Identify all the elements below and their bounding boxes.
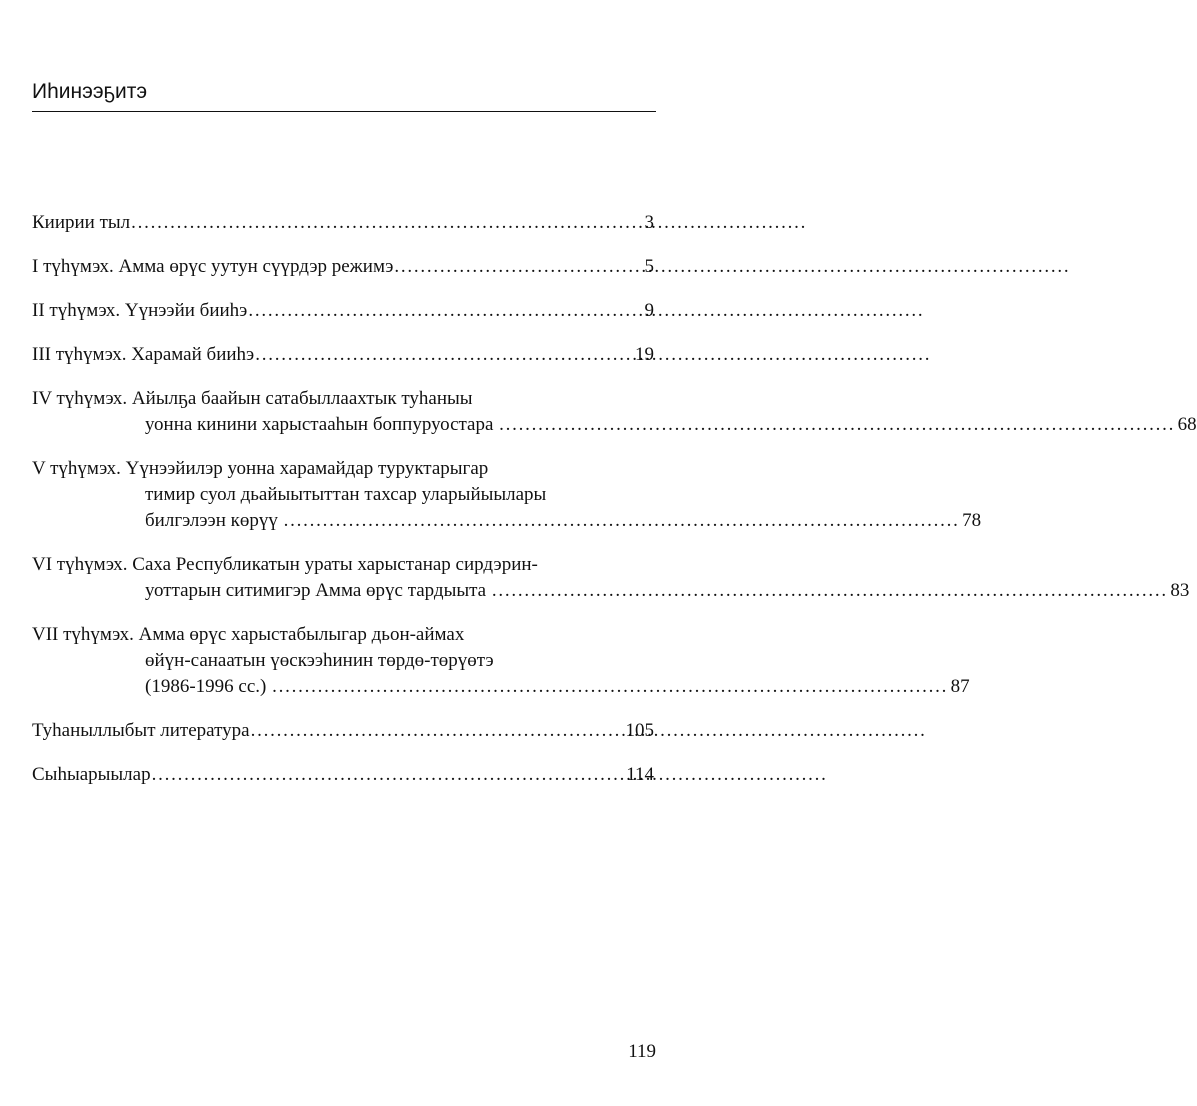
- toc-entry-appendices[interactable]: [32, 762, 654, 788]
- toc-page-number: 9: [644, 300, 654, 321]
- toc-entry-title: Сыhыарыылар: [32, 764, 151, 785]
- toc-entry-chapter-7[interactable]: [32, 622, 970, 700]
- page-header: [32, 80, 656, 112]
- toc-entry-literature[interactable]: [32, 718, 654, 744]
- toc-entry-chapter-1[interactable]: [32, 254, 654, 280]
- toc-entry-title-line: V түhүмэх. Үүнээйилэр уонна харамайдар туруктарыгар: [32, 458, 489, 479]
- toc-entry-title-line: тимир суол дьайыытыттан тахсар уларыйыылары: [145, 484, 547, 505]
- toc-page-number: 78: [962, 510, 982, 531]
- dot-leader: [393, 254, 644, 280]
- toc-entry-title-line: билгэлээн көрүү: [145, 510, 278, 531]
- toc-page-number: 87: [950, 676, 970, 697]
- page-number: 119: [628, 1041, 656, 1062]
- toc-entry-title: Киирии тыл: [32, 212, 131, 233]
- dot-leader: [283, 510, 958, 531]
- dot-leader: [250, 718, 626, 744]
- toc-entry-title: III түhүмэх. Харамай бииhэ: [32, 344, 255, 365]
- toc-page-number: 19: [635, 344, 654, 365]
- toc-page-number: 5: [644, 256, 654, 277]
- toc-entry-title: II түhүмэх. Үүнээйи бииhэ: [32, 300, 248, 321]
- toc-entry-chapter-3[interactable]: [32, 342, 654, 368]
- toc-entry-title-line: VII түhүмэх. Амма өрүс харыстабылыгар дьон-аймах: [32, 624, 465, 645]
- toc-entry-chapter-2[interactable]: [32, 298, 654, 324]
- toc-entry-title-line: (1986-1996 сс.): [145, 676, 267, 697]
- toc-page-number: 68: [1177, 414, 1197, 435]
- toc-entry-title-line: уоттарын ситимигэр Амма өрүс тардыыта: [145, 580, 487, 601]
- toc-entry-title-line: IV түhүмэх. Айылҕа баайын сатабыллаахтык туhаныы: [32, 388, 473, 409]
- toc-page-number: 114: [626, 764, 654, 785]
- toc-entry-title: I түhүмэх. Амма өрүс уутун сүүрдэр режимэ: [32, 256, 394, 277]
- toc-entry-chapter-6[interactable]: [32, 552, 1190, 604]
- dot-leader: [130, 210, 644, 236]
- dot-leader: [271, 676, 946, 697]
- table-of-contents: [32, 210, 1197, 806]
- toc-entry-title: Туhаныллыбыт литература: [32, 720, 250, 741]
- dot-leader: [254, 342, 635, 368]
- toc-page-number: 105: [625, 720, 654, 741]
- toc-entry-title-line: өйүн-санаатын үөскээhинин төрдө-төрүөтэ: [145, 650, 494, 671]
- toc-entry-intro[interactable]: [32, 210, 654, 236]
- toc-page-number: 3: [644, 212, 654, 233]
- toc-entry-chapter-4[interactable]: [32, 386, 1197, 438]
- dot-leader: [498, 414, 1173, 435]
- toc-entry-title-line: уонна кинини харыстааhын боппуруостара: [145, 414, 494, 435]
- dot-leader: [491, 580, 1166, 601]
- dot-leader: [247, 298, 644, 324]
- toc-entry-title-line: VI түhүмэх. Саха Республикатын ураты харыстанар сирдэрин-: [32, 554, 538, 575]
- toc-page-number: 83: [1170, 580, 1190, 601]
- toc-entry-chapter-5[interactable]: [32, 456, 982, 534]
- dot-leader: [151, 762, 627, 788]
- page-title: Иhинээҕитэ: [32, 80, 148, 103]
